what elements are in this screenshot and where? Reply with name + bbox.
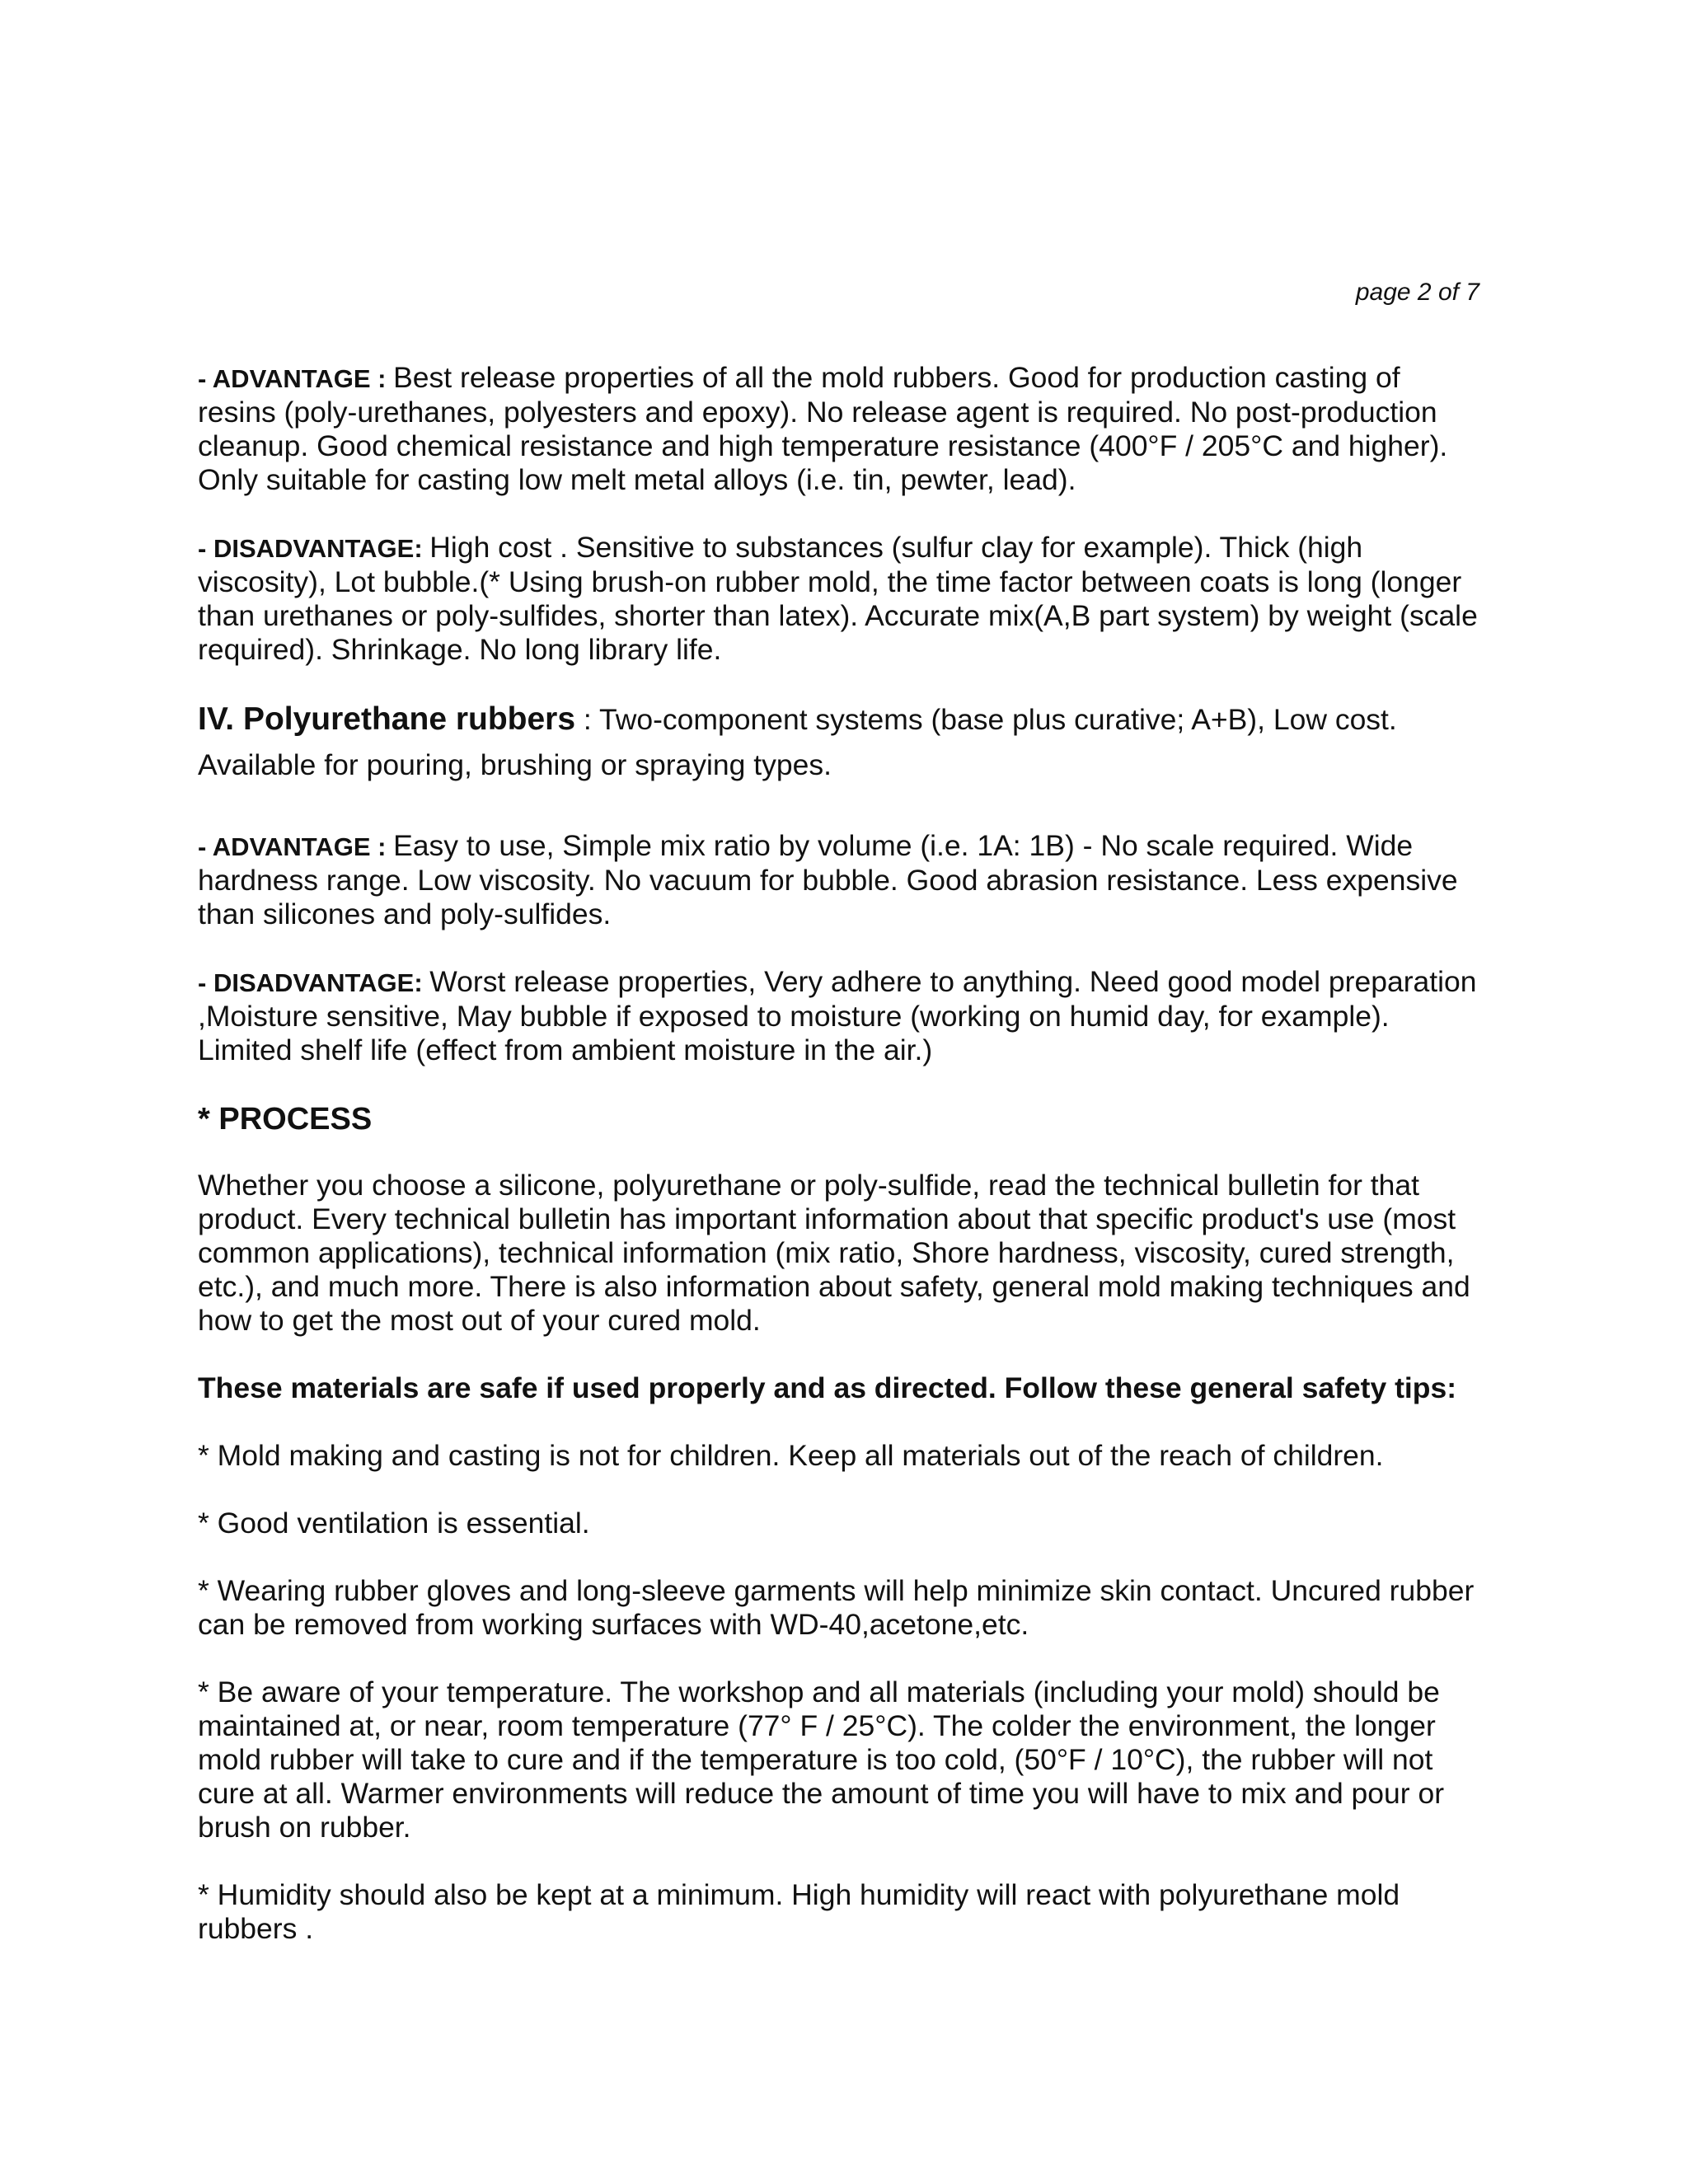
disadvantage-label: DISADVANTAGE: bbox=[213, 968, 430, 997]
advantage-label: ADVANTAGE : bbox=[212, 832, 394, 861]
safety-tip: * Humidity should also be kept at a minimum. High humidity will react with polyurethane mold rubbers . bbox=[198, 1878, 1400, 1945]
section-intro: : Two-component systems (base plus curative; A+B), Low cost. Available for pouring, brushing or spraying types. bbox=[198, 703, 1397, 781]
silicone-disadvantage-paragraph bbox=[198, 531, 1484, 667]
advantage-prefix: - bbox=[198, 832, 213, 861]
document-body bbox=[198, 361, 1484, 1946]
disadvantage-label: DISADVANTAGE: bbox=[213, 534, 430, 563]
advantage-prefix: - bbox=[198, 364, 213, 393]
polyurethane-advantage-paragraph bbox=[198, 829, 1484, 931]
disadvantage-prefix: - bbox=[198, 968, 213, 997]
section-heading: IV. Polyurethane rubbers bbox=[198, 701, 576, 737]
safety-tip: * Mold making and casting is not for children. Keep all materials out of the reach of children. bbox=[198, 1439, 1384, 1472]
advantage-text: Best release properties of all the mold rubbers. Good for production casting of resins (poly-urethanes, polyesters and epoxy). No release agent is required. No post-production cleanup. Good chemical resistance and high temperature resistance (400°F / 205°C and higher). Only suitable for casting low melt metal alloys (i.e. tin, pewter, lead). bbox=[198, 361, 1448, 496]
polyurethane-intro-paragraph bbox=[198, 696, 1484, 788]
disadvantage-text: High cost . Sensitive to substances (sulfur clay for example). Thick (high viscosity), Lot bubble.(* Using brush-on rubber mold, the time factor between coats is long (longer than urethanes or poly-sulfides, shorter than latex). Accurate mix(A,B part system) by weight (scale required). Shrinkage. No long library life. bbox=[198, 531, 1478, 666]
process-intro-paragraph: Whether you choose a silicone, polyurethane or poly-sulfide, read the technical bulletin for that product. Every technical bulletin has important information about that specific product's use (most common applications), technical information (mix ratio, Shore hardness, viscosity, cured strength, etc.), and much more. There is also information about safety, general mold making techniques and how to get the most out of your cured mold. bbox=[198, 1169, 1470, 1337]
advantage-label: ADVANTAGE : bbox=[212, 364, 394, 393]
polyurethane-disadvantage-paragraph bbox=[198, 965, 1484, 1067]
silicone-advantage-paragraph bbox=[198, 361, 1484, 497]
advantage-text: Easy to use, Simple mix ratio by volume (i.e. 1A: 1B) - No scale required. Wide hardness range. Low viscosity. No vacuum for bubble. Good abrasion resistance. Less expensive than silicones and poly-sulfides. bbox=[198, 829, 1458, 930]
safety-tip: * Wearing rubber gloves and long-sleeve garments will help minimize skin contact. Uncured rubber can be removed from working surfaces with WD-40,acetone,etc. bbox=[198, 1574, 1475, 1641]
safety-tip: * Good ventilation is essential. bbox=[198, 1507, 590, 1540]
process-heading: * PROCESS bbox=[198, 1102, 373, 1137]
disadvantage-prefix: - bbox=[198, 534, 213, 563]
safety-tip: * Be aware of your temperature. The workshop and all materials (including your mold) should be maintained at, or near, room temperature (77° F / 25°C). The colder the environment, the longer mold rubber will take to cure and if the temperature is too cold, (50°F / 10°C), the rubber will not cure at all. Warmer environments will reduce the amount of time you will have to mix and pour or brush on rubber. bbox=[198, 1675, 1445, 1844]
disadvantage-text: Worst release properties, Very adhere to anything. Need good model preparation ,Moisture sensitive, May bubble if exposed to moisture (working on humid day, for example). Limited shelf life (effect from ambient moisture in the air.) bbox=[198, 965, 1477, 1066]
page-number: page 2 of 7 bbox=[1355, 279, 1479, 306]
safety-heading: These materials are safe if used properly and as directed. Follow these general safety tips: bbox=[198, 1371, 1457, 1404]
